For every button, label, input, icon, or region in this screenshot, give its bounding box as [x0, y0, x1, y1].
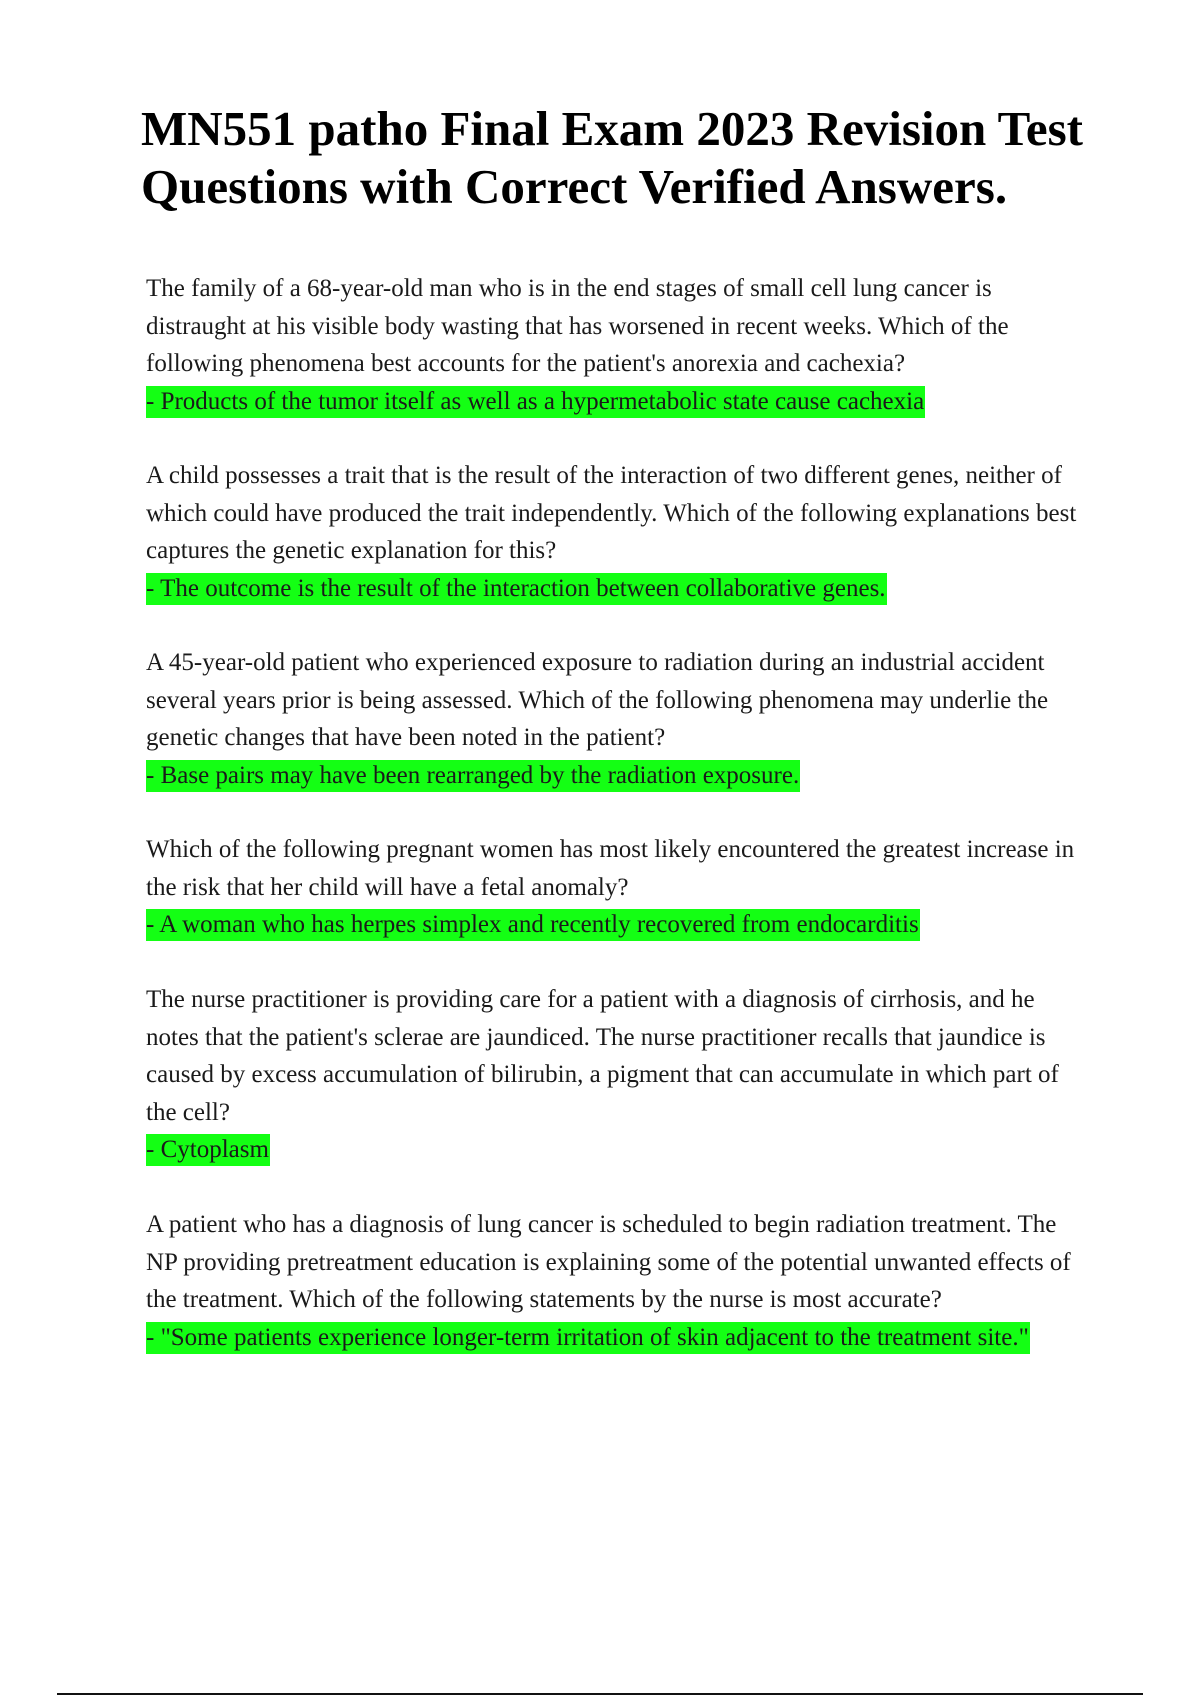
- question-text: Which of the following pregnant women has most likely encountered the greatest increase in the risk that her child will have a fetal anomaly?: [146, 836, 1075, 901]
- answer: [146, 570, 1086, 608]
- bottom-rule: [57, 1693, 1143, 1695]
- answer: [146, 906, 1086, 944]
- highlighted-answer-text: - Base pairs may have been rearranged by the radiation exposure.: [146, 760, 800, 792]
- question-text: The nurse practitioner is providing care for a patient with a diagnosis of cirrhosis, and he notes that the patient's sclerae are jaundiced. The nurse practitioner recalls that jaundice is caused by excess accumulation of bilirubin, a pigment that can accumulate in which part of the cell?: [146, 986, 1059, 1126]
- question-text: A 45-year-old patient who experienced exposure to radiation during an industrial accident several years prior is being assessed. Which of the following phenomena may underlie the genetic changes that have been noted in the patient?: [146, 649, 1049, 751]
- qa-item: [146, 831, 1086, 944]
- answer: [146, 383, 1086, 421]
- qa-item: [146, 270, 1086, 420]
- question-text: The family of a 68-year-old man who is in the end stages of small cell lung cancer is distraught at his visible body wasting that has worsened in recent weeks. Which of the following phenomena best accounts for the patient's anorexia and cachexia?: [146, 275, 1009, 377]
- question-text: A patient who has a diagnosis of lung cancer is scheduled to begin radiation treatment. The NP providing pretreatment education is explaining some of the potential unwanted effects of the treatment. Which of the following statements by the nurse is most accurate?: [146, 1211, 1071, 1313]
- highlighted-answer-text: - The outcome is the result of the interaction between collaborative genes.: [146, 573, 887, 605]
- document-title: MN551 patho Final Exam 2023 Revision Test Questions with Correct Verified Answers.: [141, 101, 1083, 214]
- qa-item: [146, 457, 1086, 607]
- qa-item: [146, 1206, 1086, 1356]
- highlighted-answer-text: - Products of the tumor itself as well as a hypermetabolic state cause cachexia: [146, 386, 925, 418]
- answer: [146, 1319, 1086, 1357]
- highlighted-answer-text: - A woman who has herpes simplex and recently recovered from endocarditis: [146, 909, 920, 941]
- highlighted-answer-text: - "Some patients experience longer-term irritation of skin adjacent to the treatment site.": [146, 1322, 1030, 1354]
- qa-item: [146, 644, 1086, 794]
- highlighted-answer-text: - Cytoplasm: [146, 1134, 270, 1166]
- qa-item: [146, 981, 1086, 1169]
- answer: [146, 757, 1086, 795]
- question-text: A child possesses a trait that is the result of the interaction of two different genes, neither of which could have produced the trait independently. Which of the following explanations best captures the genetic explanation for this?: [146, 462, 1077, 564]
- answer: [146, 1131, 1086, 1169]
